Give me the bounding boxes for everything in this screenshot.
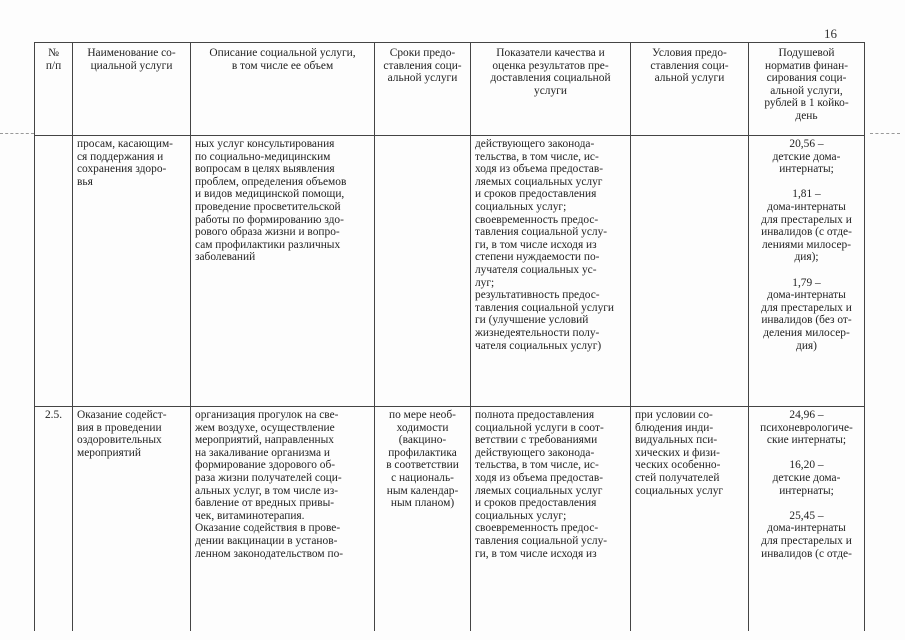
cell-conditions <box>631 136 749 407</box>
header-norm: Подушевой норматив финан- сирования соци- альной услуги, рублей в 1 койко- день <box>749 43 865 136</box>
cell-description: организация прогулок на све- жем воздухе, осуществление мероприятий, направленных на закаливание организма и формирование здорового об- раза жизни получателей соци- альных услуг, в том числе из- бавление от вредных привы- чек, витаминотерапия. Оказание содействия в прове- дении вакцинации в установ- ленном законодательством по- <box>191 407 375 632</box>
cell-terms <box>375 136 471 407</box>
cut-line-right <box>870 133 900 134</box>
cell-norm: 24,96 – психоневрологиче- ские интернаты; 16,20 – детские дома- интернаты; 25,45 – дома-интернаты для престарелых и инвалидов (с отде- <box>749 407 865 632</box>
cell-service-name: Оказание содейст- вия в проведении оздоровительных мероприятий <box>73 407 191 632</box>
services-table <box>34 42 865 631</box>
cell-quality: полнота предоставления социальной услуги в соот- ветствии с требованиями действующего законода- тельства, в том числе, ис- ходя из объема предостав- ляемых социальных услуг и сроков предоставления социальных услуг; своевременность предос- тавления социальной услу- ги, в том числе исходя из <box>471 407 631 632</box>
cell-terms: по мере необ- ходимости (вакцино- профилактика в соответствии с националь- ным календар- ным планом) <box>375 407 471 632</box>
cell-number: 2.5. <box>35 407 73 632</box>
table-row <box>35 407 865 632</box>
cell-norm: 20,56 – детские дома- интернаты; 1,81 – дома-интернаты для престарелых и инвалидов (с отде- лениями милосер- дия); 1,79 – дома-интернаты для престарелых и инвалидов (без от- деления милосер- дия) <box>749 136 865 407</box>
table-header-row <box>35 43 865 136</box>
cell-service-name: просам, касающим- ся поддержания и сохранения здоро- вья <box>73 136 191 407</box>
header-number: № п/п <box>35 43 73 136</box>
header-terms: Сроки предо- ставления соци- альной услуги <box>375 43 471 136</box>
cell-quality: действующего законода- тельства, в том числе, ис- ходя из объема предостав- ляемых социальных услуг и сроков предоставления социальных услуг; своевременность предос- тавления социальной услу- ги, в том числе исходя из степени нуждаемости по- лучателя социальных ус- луг; результативность предос- тавления социальной услуги ги (улучшение условий жизнедеятельности полу- чателя социальных услуг) <box>471 136 631 407</box>
cell-number <box>35 136 73 407</box>
cell-conditions: при условии со- блюдения инди- видуальных пси- хических и физи- ческих особенно- стей получателей социальных услуг <box>631 407 749 632</box>
page-number: 16 <box>824 26 837 41</box>
header-conditions: Условия предо- ставления соци- альной услуги <box>631 43 749 136</box>
cut-line-left <box>0 133 34 134</box>
table-row <box>35 136 865 407</box>
header-quality: Показатели качества и оценка результатов пре- доставления социальной услуги <box>471 43 631 136</box>
header-service-name: Наименование со- циальной услуги <box>73 43 191 136</box>
cell-description: ных услуг консультирования по социально-медицинским вопросам в целях выявления проблем, определения объемов и видов медицинской помощи, проведение просветительской работы по формированию здо- рового образа жизни и вопро- сам профилактики различных заболеваний <box>191 136 375 407</box>
header-description: Описание социальной услуги, в том числе ее объем <box>191 43 375 136</box>
